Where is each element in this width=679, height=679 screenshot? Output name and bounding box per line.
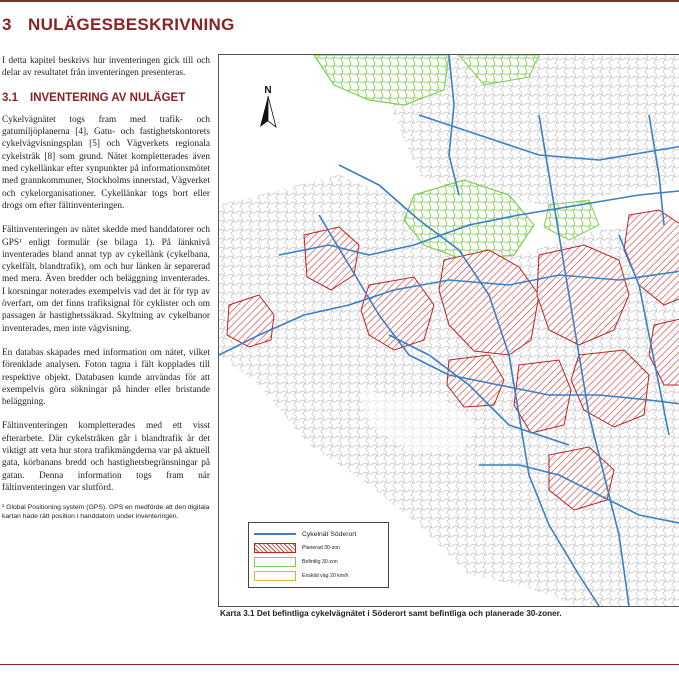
section-heading xyxy=(2,92,210,104)
chapter-number: 3 xyxy=(2,15,12,34)
legend-label: Cykelnät Söderort xyxy=(302,530,357,538)
north-label: N xyxy=(264,85,272,96)
chapter-title: NULÄGESBESKRIVNING xyxy=(28,15,235,34)
body-paragraph: En databas skapades med information om nätet, vilket förenklade analysen. Foton tagna i fält kopplades till respektive objekt. Databasen kunde användas för att exempelvis göra sökningar på hinder eller bristande beläggning. xyxy=(2,347,210,408)
body-paragraph: Fältinventeringen kompletterades med ett visst efterarbete. Där cykelstråken går i blandtrafik är det viktigt att veta hur stora trafikmängderna var på aktuell gata, körbanans bredd och hastighetsbegränsningar på gatan. Denna information togs fram när fältinventeringen var slutförd. xyxy=(2,421,210,493)
footnote: ¹ Global Positioning system (GPS). GPS en medförde att den digitala kartan hade rätt position i handdatorn under inventeringen. xyxy=(2,504,210,520)
text-column xyxy=(2,55,210,521)
legend-item-private-road xyxy=(254,571,348,581)
legend-item-existing xyxy=(254,557,338,567)
map-caption: Karta 3.1 Det befintliga cykelvägnätet i Söderort samt befintliga och planerade 30-zoner. xyxy=(220,609,562,618)
chapter-heading xyxy=(2,15,235,35)
section-title: INVENTERING AV NULÄGET xyxy=(30,91,186,104)
header-rule xyxy=(0,0,679,2)
section-number: 3.1 xyxy=(2,91,18,104)
legend-item-network xyxy=(254,529,356,539)
legend-label: Ensklid väg 20 km/h xyxy=(302,573,349,579)
map-legend xyxy=(248,522,389,588)
north-arrow-icon xyxy=(260,85,276,127)
body-paragraph: Cykelvägnätet togs fram med trafik- och gatumiljöplanerna [4], Gatu- och fastighetskontorets cykelvägvisningsplan [5] och Vägverkets regionala cykelstråk [8] som grund. Nätet kompletterades även med cykellänkar efter synpunkter på informationsmötet med grannkommuner, Stockholms innerstad, Vägverket och cykelorganisationer. Cykellänkar togs bort eller drogs om efter fältinventeringen. xyxy=(2,114,210,211)
footer-rule xyxy=(0,664,679,665)
map-figure xyxy=(218,54,679,607)
legend-label: Planerad 30-zon xyxy=(302,545,341,551)
legend-label: Befintlig 30-zon xyxy=(302,559,338,565)
body-paragraph: Fältinventeringen av nätet skedde med handdatorer och GPS¹ enligt formulär (se bilaga 1). På länknivå inventerades bland annat typ av cykellänk (cykelbana, cykelfält, blandtrafik), om och hur länken är separerad med mera. Även bredder och beläggning inventerades. I korsningar noterades exempelvis vad det är för typ av överfart, om det finns trafiksignal för cyklister och om passagen är hastighetssäkrad. Skyltning av cykelbanor inventerades, men inte vägvisning. xyxy=(2,225,210,334)
intro-paragraph: I detta kapitel beskrivs hur inventeringen gick till och delar av resultatet från inventeringen presenteras. xyxy=(2,56,210,79)
legend-item-planned xyxy=(254,543,340,553)
